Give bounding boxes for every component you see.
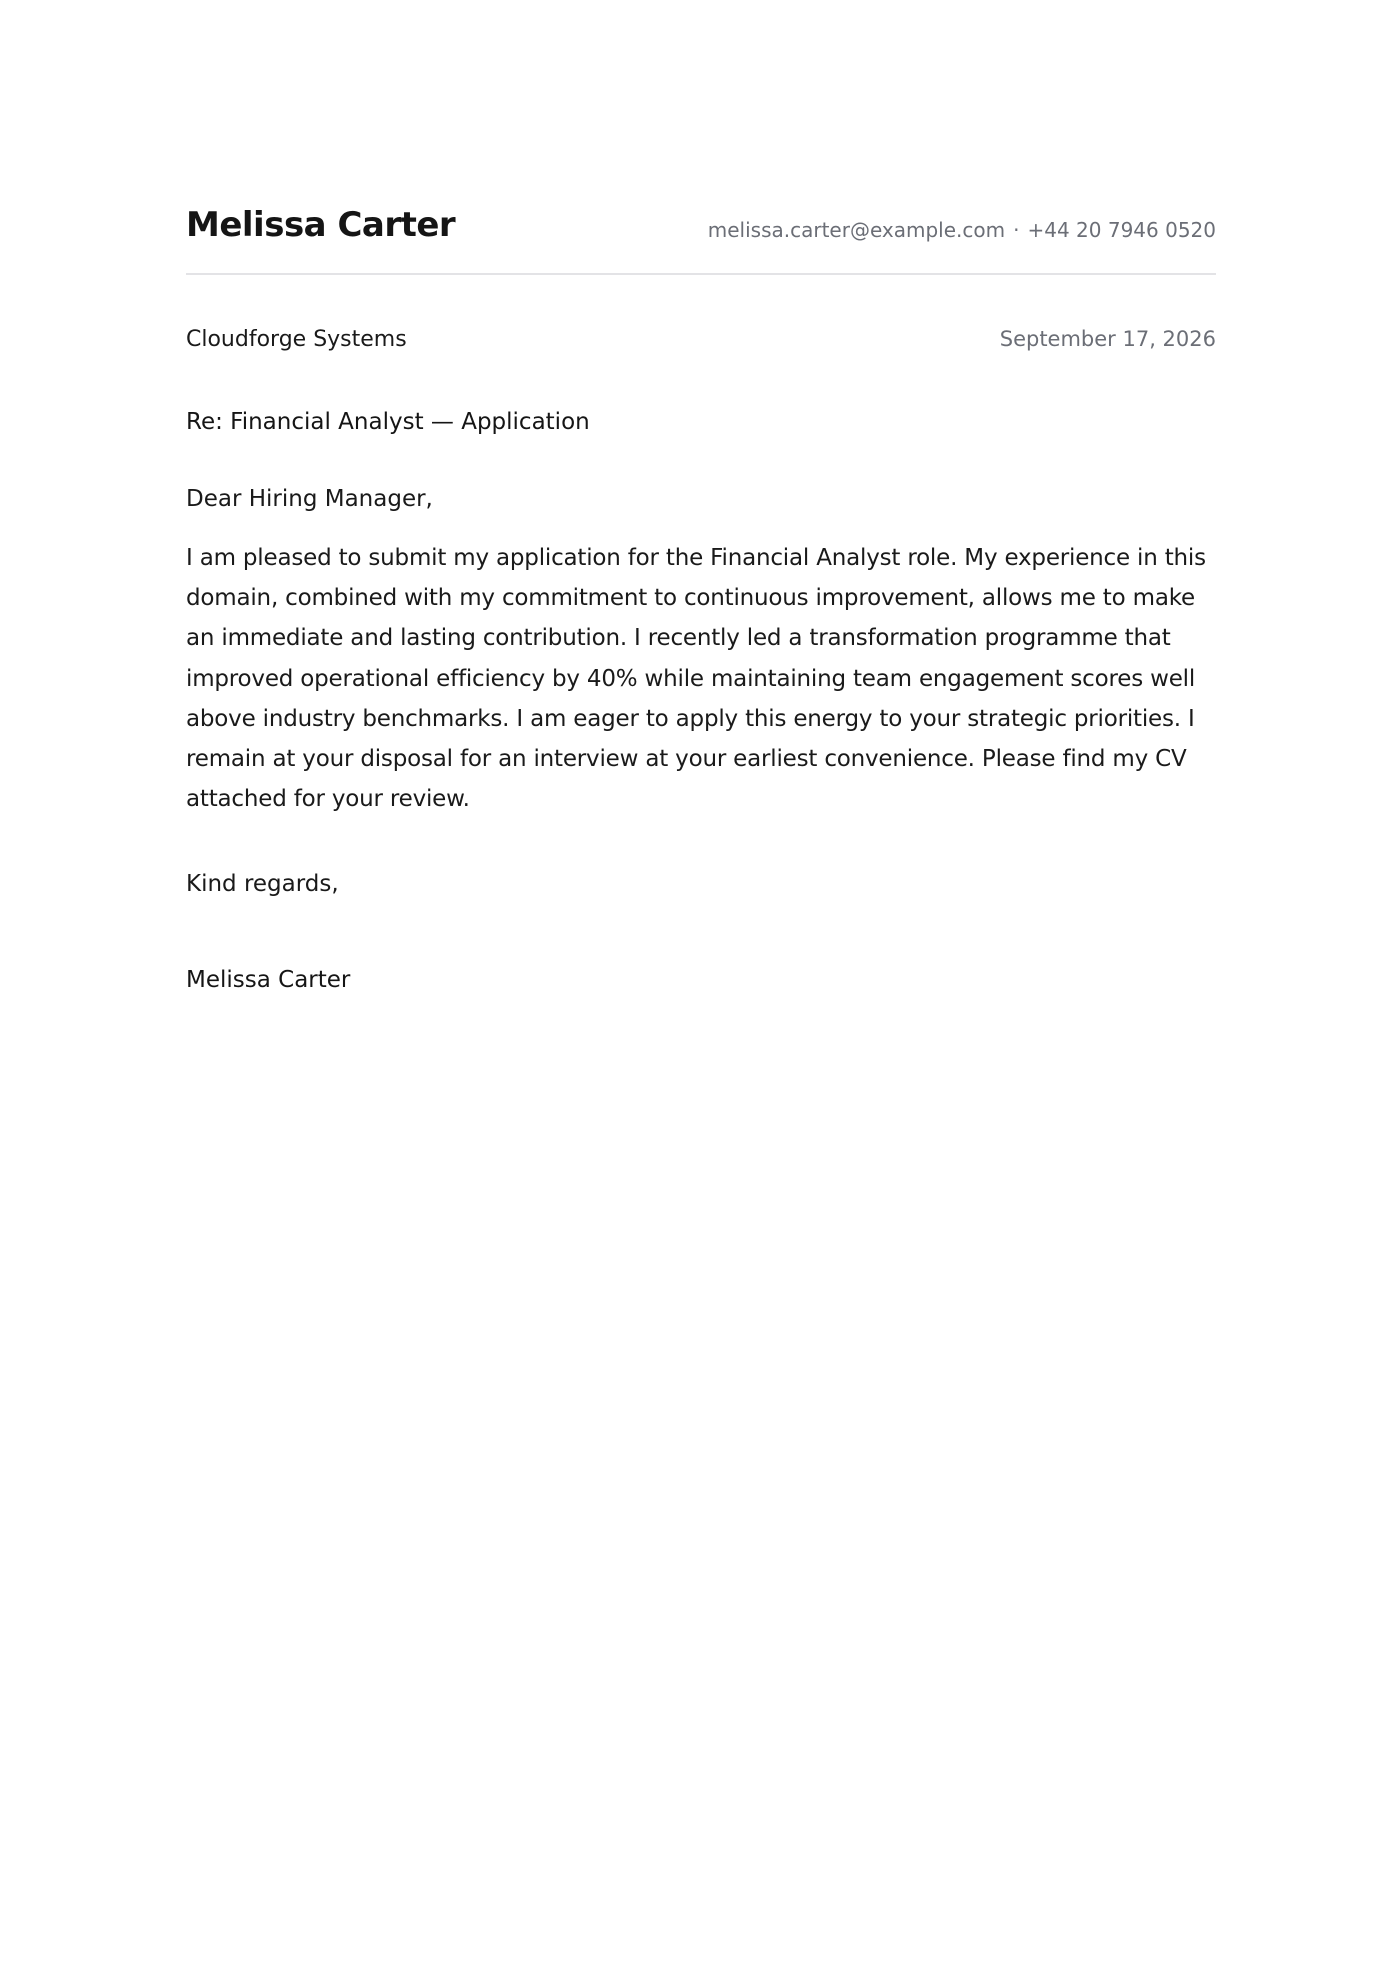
closing: Kind regards,	[186, 871, 339, 898]
letter-subject: Re: Financial Analyst — Application	[186, 409, 590, 435]
contact-info	[708, 216, 1216, 244]
sender-name: Melissa Carter	[186, 205, 456, 245]
recipient-row	[186, 327, 1216, 352]
contact-separator: ·	[1013, 218, 1020, 242]
letter-header	[186, 196, 1216, 275]
cover-letter	[186, 196, 1216, 993]
letter-date: September 17, 2026	[999, 327, 1216, 351]
signature: Melissa Carter	[186, 967, 351, 994]
recipient-company: Cloudforge Systems	[186, 327, 407, 352]
salutation: Dear Hiring Manager,	[186, 486, 433, 512]
sender-email: melissa.carter@example.com	[707, 218, 1006, 242]
letter-body: I am pleased to submit my application for the Financial Analyst role. My experience in this domain, combined with my commitment to continuous improvement, allows me to make an immediate and lasting contribution. I recently led a transformation programme that improved operational efficiency by 40% while maintaining team engagement scores well above industry benchmarks. I am eager to apply this energy to your strategic priorities. I remain at your disposal for an interview at your earliest convenience. Please find my CV attached for your review.	[186, 545, 1206, 813]
sender-phone: +44 20 7946 0520	[1027, 218, 1216, 242]
